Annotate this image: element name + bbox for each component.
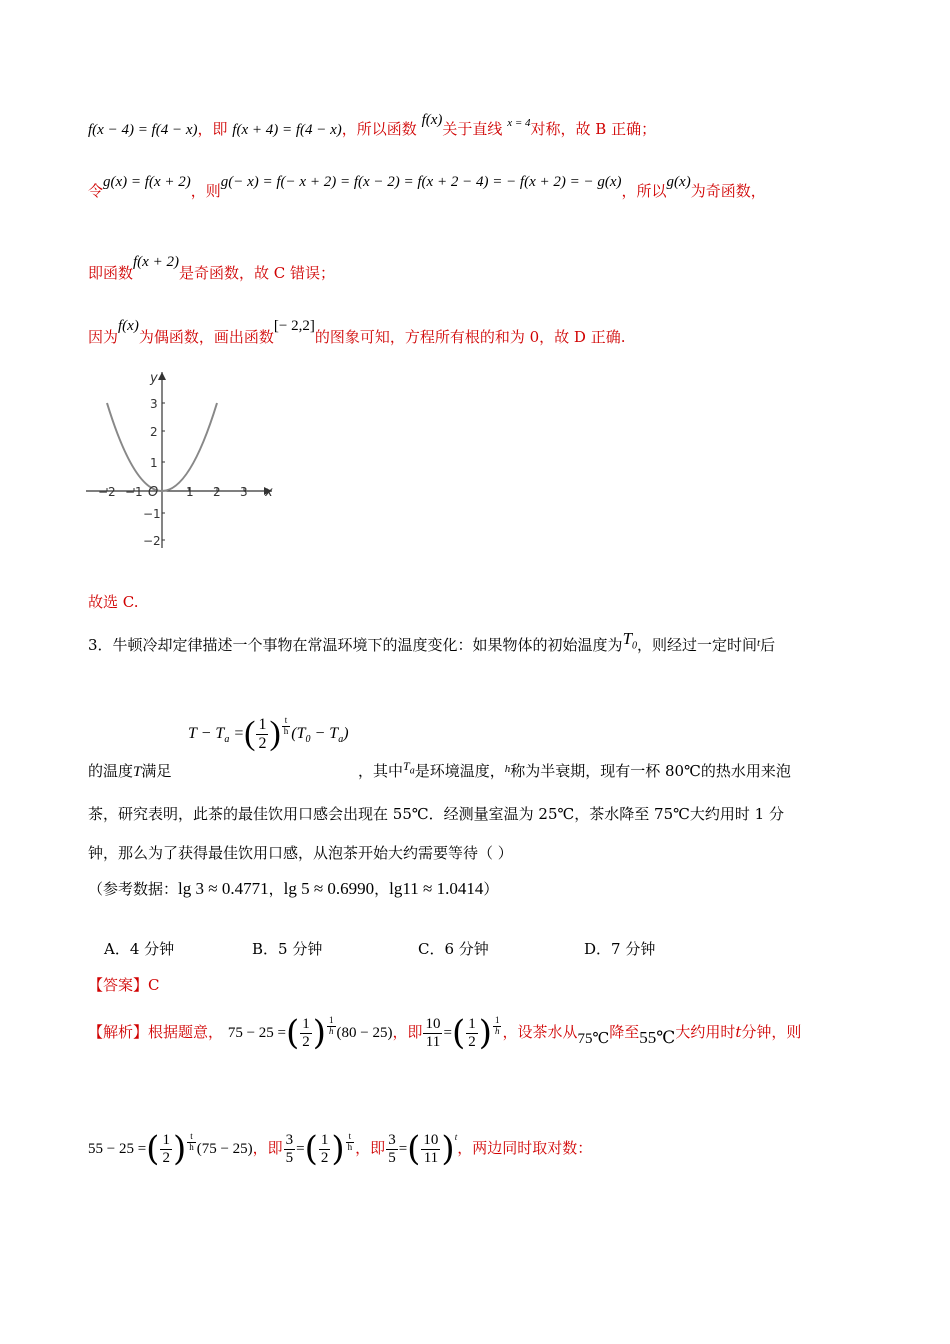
analysis-line-2	[88, 1129, 593, 1169]
formula	[188, 716, 349, 752]
formula-part: =	[233, 724, 245, 742]
question-3-line-1	[88, 629, 776, 657]
symbol: h	[504, 763, 511, 775]
equation: f(x)	[421, 112, 443, 128]
denominator: 5	[388, 1149, 396, 1166]
numerator: 3	[388, 1132, 396, 1148]
numerator: 1	[302, 1016, 310, 1032]
fraction	[386, 1132, 398, 1166]
formula-part: (80 − 25)	[336, 1025, 393, 1041]
numerator: t	[346, 1132, 355, 1143]
text: 即函数	[88, 264, 134, 282]
equation: g(x) = f(x + 2)	[103, 174, 191, 190]
symbol-T: T	[403, 759, 410, 773]
equation: [− 2,2]	[273, 318, 315, 334]
fraction	[466, 1016, 478, 1050]
text: ，	[374, 880, 390, 898]
symbol: T	[133, 764, 142, 780]
exponent: t	[454, 1132, 458, 1142]
temperature: 55℃	[639, 1028, 676, 1047]
temperature: 75℃	[577, 1031, 610, 1047]
denominator: h	[494, 1025, 500, 1036]
paren: (	[304, 1129, 318, 1169]
formula-part: (75 − 25)	[196, 1141, 253, 1157]
y-tick-label: −1	[143, 507, 161, 521]
exponent	[493, 1016, 502, 1037]
text: ，所以	[621, 182, 667, 200]
text: 分钟，则	[741, 1023, 802, 1041]
symbol	[622, 629, 638, 652]
equation: f(x)	[118, 318, 139, 334]
x-tick-label: 1	[186, 485, 194, 499]
text: 令	[88, 182, 104, 200]
x-tick-label: −1	[125, 485, 143, 499]
formula-part: )	[343, 724, 349, 742]
text: ，设茶水从	[502, 1023, 578, 1041]
symbol: t	[757, 637, 761, 649]
choice-b[interactable]: B．5 分钟	[252, 940, 323, 958]
text: ，即	[355, 1139, 386, 1157]
text: 降至	[609, 1023, 640, 1041]
question-3-line-4: 钟，那么为了获得最佳饮用口感，从泡茶开始大约需要等待（ ）	[88, 844, 513, 862]
x-tick-label: −2	[98, 485, 116, 499]
x-label: x	[265, 485, 273, 500]
formula-part: − T	[310, 724, 339, 742]
paren: )	[312, 1013, 327, 1053]
formula-part: (T	[291, 724, 306, 742]
analysis-line-1	[88, 1013, 802, 1053]
solution-d-line	[88, 318, 626, 347]
paren: (	[146, 1129, 160, 1169]
numerator: t	[282, 716, 291, 727]
text: （参考数据：	[88, 880, 179, 898]
fraction	[256, 716, 268, 752]
solution-c-line-2	[88, 254, 335, 283]
text: 后	[760, 636, 776, 654]
subscript: a	[409, 765, 415, 777]
numerator: 10	[423, 1132, 439, 1148]
formula-part: 55 − 25 =	[88, 1141, 147, 1157]
numerator: 1	[320, 1132, 329, 1148]
solution-b-line	[88, 112, 657, 139]
y-tick-label: −2	[143, 534, 161, 548]
text: 称为半衰期，现有一杯 80℃的热水用来泡	[510, 762, 791, 780]
formula-part: =	[443, 1025, 452, 1041]
text-group	[358, 760, 791, 782]
text: 大约用时	[675, 1023, 736, 1041]
text: 的温度	[88, 762, 134, 780]
numerator: 1	[468, 1016, 476, 1032]
reference-value: lg11 ≈ 1.0414	[389, 879, 484, 898]
x-tick-label: 2	[213, 485, 221, 499]
symbol-T: T	[622, 629, 633, 648]
text: ）	[483, 880, 499, 898]
subscript: 0	[305, 733, 311, 745]
y-tick-label: 2	[150, 425, 158, 439]
denominator: 2	[302, 1033, 310, 1050]
variable: t	[735, 1023, 742, 1041]
fraction	[160, 1132, 172, 1166]
denominator: h	[283, 725, 289, 736]
equation: g(− x) = f(− x + 2) = f(x − 2) = f(x + 2 − 4) = − f(x + 2) = − g(x)	[220, 174, 622, 190]
text: ．牛顿冷却定律描述一个事物在常温环境下的温度变化：如果物体的初始温度为	[97, 636, 623, 654]
choice-c[interactable]: C．6 分钟	[418, 940, 489, 958]
numerator: 1	[258, 716, 267, 733]
text: 为偶函数，画出函数	[138, 328, 274, 346]
numerator: 3	[285, 1132, 294, 1148]
numerator: 1	[494, 1015, 500, 1025]
equation: f(x + 2)	[133, 254, 179, 270]
denominator: 11	[423, 1149, 439, 1166]
text-group	[88, 760, 171, 781]
text: ，则	[190, 182, 221, 200]
x-tick-label: 3	[240, 485, 248, 499]
denominator: 2	[162, 1149, 170, 1166]
text: 因为	[88, 328, 119, 346]
text: ，	[268, 880, 284, 898]
numerator: 1	[329, 1015, 334, 1025]
parabola-graph	[86, 368, 276, 553]
numerator: 1	[162, 1132, 170, 1148]
reference-value: lg 3 ≈ 0.4771	[178, 879, 269, 898]
text: 是奇函数，故 C 错误；	[178, 264, 335, 282]
equation: f(x − 4) = f(4 − x)	[88, 122, 198, 138]
fraction	[421, 1132, 440, 1166]
solution-c-line-1	[88, 174, 766, 201]
fraction	[423, 1016, 442, 1050]
exponent	[327, 1016, 336, 1037]
origin-label: O	[148, 485, 159, 500]
formula-part: =	[296, 1141, 305, 1157]
text: 关于直线	[442, 120, 503, 138]
text: 根据题意，	[148, 1023, 224, 1041]
denominator: h	[189, 1141, 194, 1152]
subscript: a	[338, 733, 344, 745]
paren: (	[407, 1129, 421, 1169]
denominator: 11	[425, 1033, 441, 1050]
exponent	[187, 1132, 196, 1153]
analysis-label: 【解析】	[88, 1023, 149, 1041]
paren: (	[451, 1013, 466, 1053]
text: 满足	[141, 762, 172, 780]
text: 为奇函数，	[690, 182, 766, 200]
answer: 【答案】C	[88, 976, 160, 994]
fraction	[284, 1132, 296, 1166]
text: 的图象可知，方程所有根的和为 0，故 D 正确.	[314, 328, 626, 346]
choice-d[interactable]: D．7 分钟	[584, 940, 656, 958]
text: ，其中	[358, 762, 404, 780]
fraction	[300, 1016, 312, 1050]
formula-part: 75 − 25 =	[227, 1025, 286, 1041]
text: ，即	[392, 1023, 423, 1041]
equation: g(x)	[666, 174, 691, 190]
text: ，两边同时取对数：	[457, 1139, 593, 1157]
paren: )	[269, 715, 281, 753]
denominator: 2	[468, 1033, 476, 1050]
subscript: 0	[632, 640, 638, 652]
text: ，所以函数	[341, 120, 417, 138]
subscript: a	[224, 733, 230, 745]
symbol	[403, 759, 415, 777]
text: 是环境温度，	[414, 762, 505, 780]
formula-part: T − T	[188, 724, 225, 742]
y-label: y	[150, 371, 158, 386]
text: ，则经过一定时间	[637, 636, 758, 654]
exponent	[346, 1132, 355, 1153]
text: 对称，故 B 正确；	[530, 120, 657, 138]
y-tick-label: 1	[150, 456, 158, 470]
fraction	[319, 1132, 331, 1166]
conclusion: 故选 C.	[88, 593, 139, 611]
numerator: t	[187, 1132, 196, 1143]
denominator: 2	[258, 734, 267, 752]
choice-a[interactable]: A．4 分钟	[104, 940, 175, 958]
paren: )	[441, 1129, 455, 1169]
equation: f(x + 4) = f(4 − x)	[232, 122, 342, 138]
y-tick-label: 3	[150, 397, 158, 411]
paren: (	[285, 1013, 300, 1053]
denominator: 2	[320, 1149, 329, 1166]
denominator: h	[329, 1025, 334, 1036]
paren: )	[331, 1129, 345, 1169]
formula-part: =	[398, 1141, 408, 1157]
text: ，即	[197, 120, 228, 138]
y-axis-arrow	[158, 372, 166, 380]
paren: (	[244, 715, 256, 753]
numerator: 10	[425, 1016, 441, 1032]
question-3-line-3: 茶，研究表明，此茶的最佳饮用口感会出现在 55℃．经测量室温为 25℃，茶水降至 75℃大约用时 1 分	[88, 805, 784, 823]
text: ，即	[252, 1139, 283, 1157]
denominator: h	[347, 1141, 353, 1152]
exponent	[282, 716, 291, 737]
reference-data	[88, 878, 498, 899]
equation: x = 4	[507, 117, 531, 129]
reference-value: lg 5 ≈ 0.6990	[283, 879, 375, 898]
denominator: 5	[285, 1149, 294, 1166]
question-number: 3	[88, 636, 98, 654]
paren: )	[172, 1129, 187, 1169]
paren: )	[478, 1013, 492, 1053]
